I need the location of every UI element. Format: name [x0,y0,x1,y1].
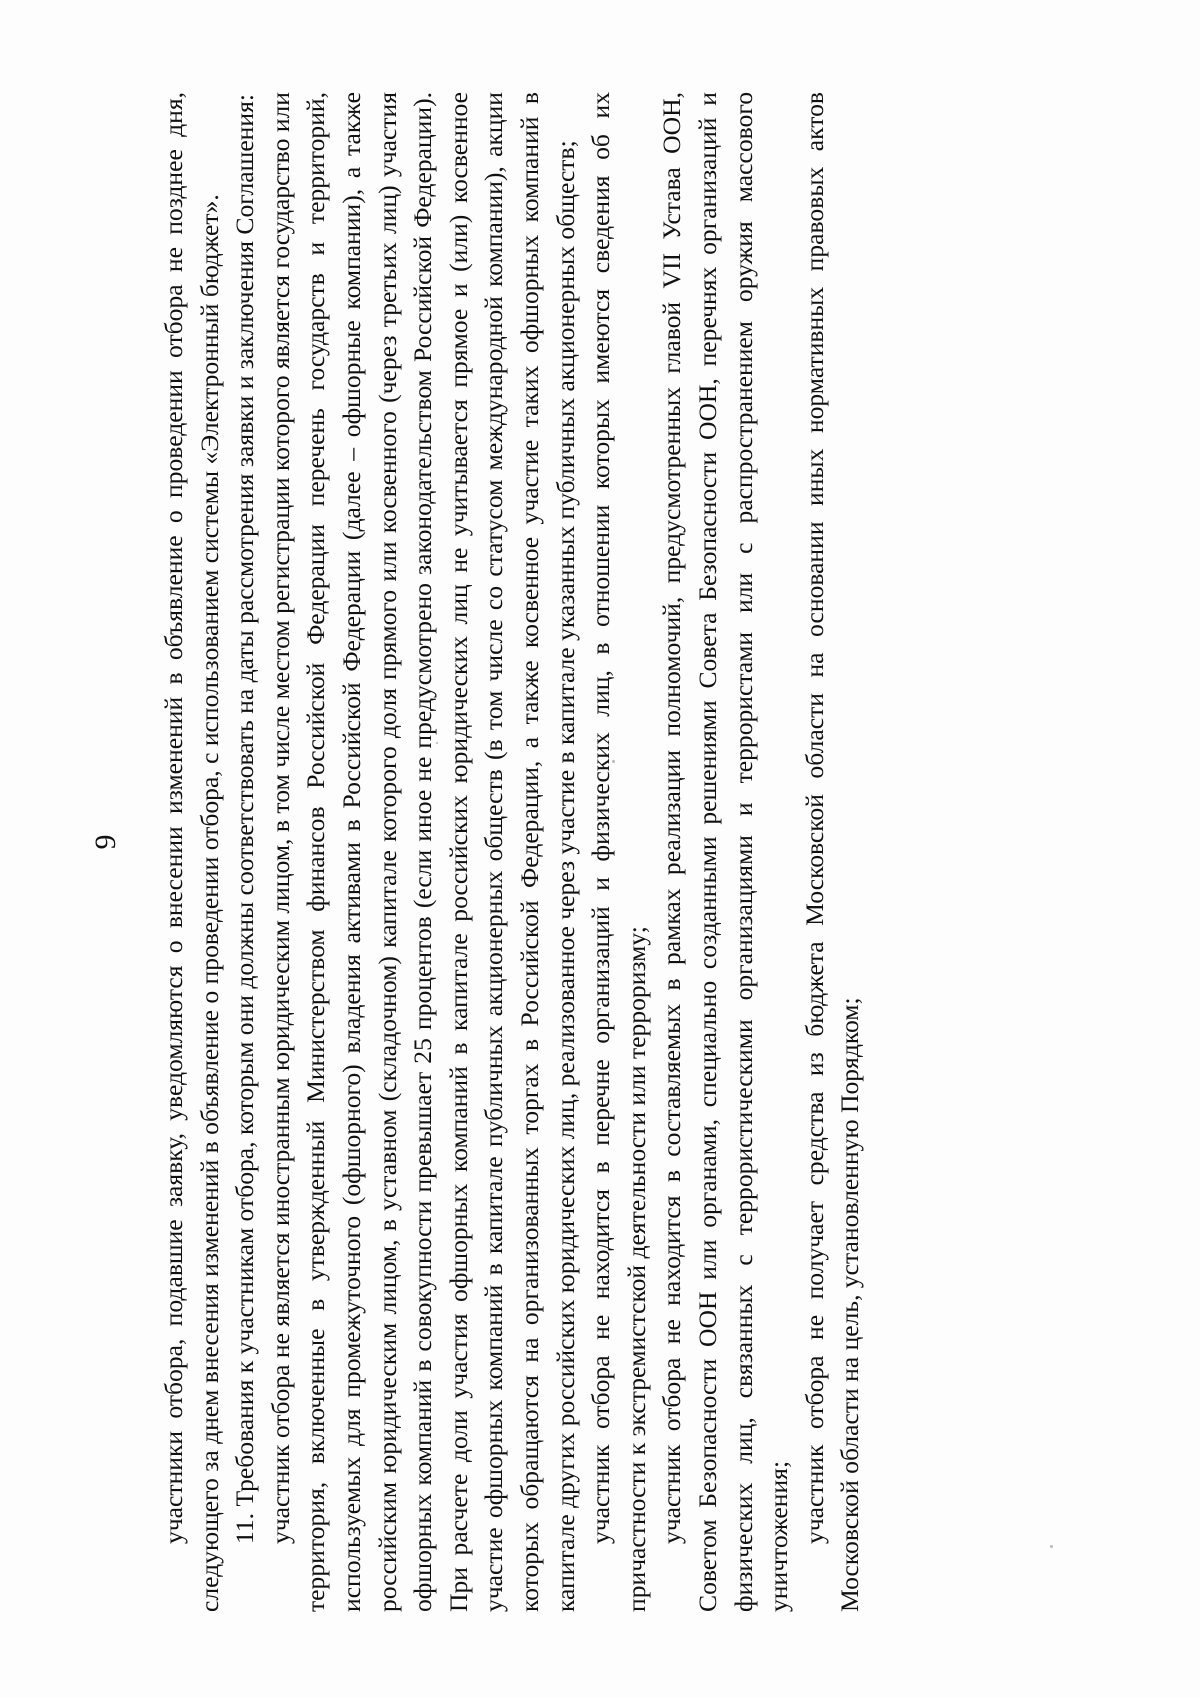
paragraph-offshore-requirement: участник отбора не является иностранным юридическим лицом, в том числе местом регистрации которого является государство или территория, включенные в утвержденный Министерством финансов Российской Федерации перечень государств и территорий, используемых для промежуточного (офшорного) владения активами в Российской Федерации (далее – офшорные компании), а также российским юридическим лицом, в уставном (складочном) капитале которого доля прямого или косвенного (через третьих лиц) участия офшорных компаний в совокупности превышает 25 процентов (если иное не предусмотрено законодательством Российской Федерации). При расчете доли участия офшорных компаний в капитале российских юридических лиц не учитывается прямое и (или) косвенное участие офшорных компаний в капитале публичных акционерных обществ (в том числе со статусом международной компании), акции которых обращаются на организованных торгах в Российской Федерации, а также косвенное участие таких офшорных компаний в капитале других российских юридических лиц, реализованное через участие в капитале указанных публичных акционерных обществ; [265,92,580,1612]
page-number: 9 [89,834,122,850]
paragraph-notification: участники отбора, подавшие заявку, уведомляются о внесении изменений в объявление о проведении отбора не позднее дня, следующего за днем внесения изменений в объявление о проведении отбора, с использованием системы «Электронный бюджет». [159,92,224,1612]
paragraph-extremism-requirement: участник отбора не находится в перечне организаций и физических лиц, в отношении которых имеются сведения об их причастности к экстремистской деятельности или терроризму; [586,92,651,1612]
document-body [156,92,868,1612]
paragraph-requirements-heading: 11. Требования к участникам отбора, которым они должны соответствовать на даты рассмотрения заявки и заключения Соглашения: [230,94,260,1544]
paragraph-budget-funds-requirement: участник отбора не получает средства из бюджета Московской области на основании иных нормативных правовых актов Московской области на цель, установленную Порядком; [799,92,865,1612]
rotated-text-block [89,92,868,1612]
scan-speck [1050,1545,1053,1548]
paragraph-un-sanctions-requirement: участник отбора не находится в составляемых в рамках реализации полномочий, предусмотренных главой VII Устава ООН, Советом Безопасности ООН или органами, специально созданными решениями Совета Безопасности ООН, перечнях организаций и физических лиц, связанных с террористическими организациями и террористами или с распространением оружия массового уничтожения; [657,92,794,1612]
